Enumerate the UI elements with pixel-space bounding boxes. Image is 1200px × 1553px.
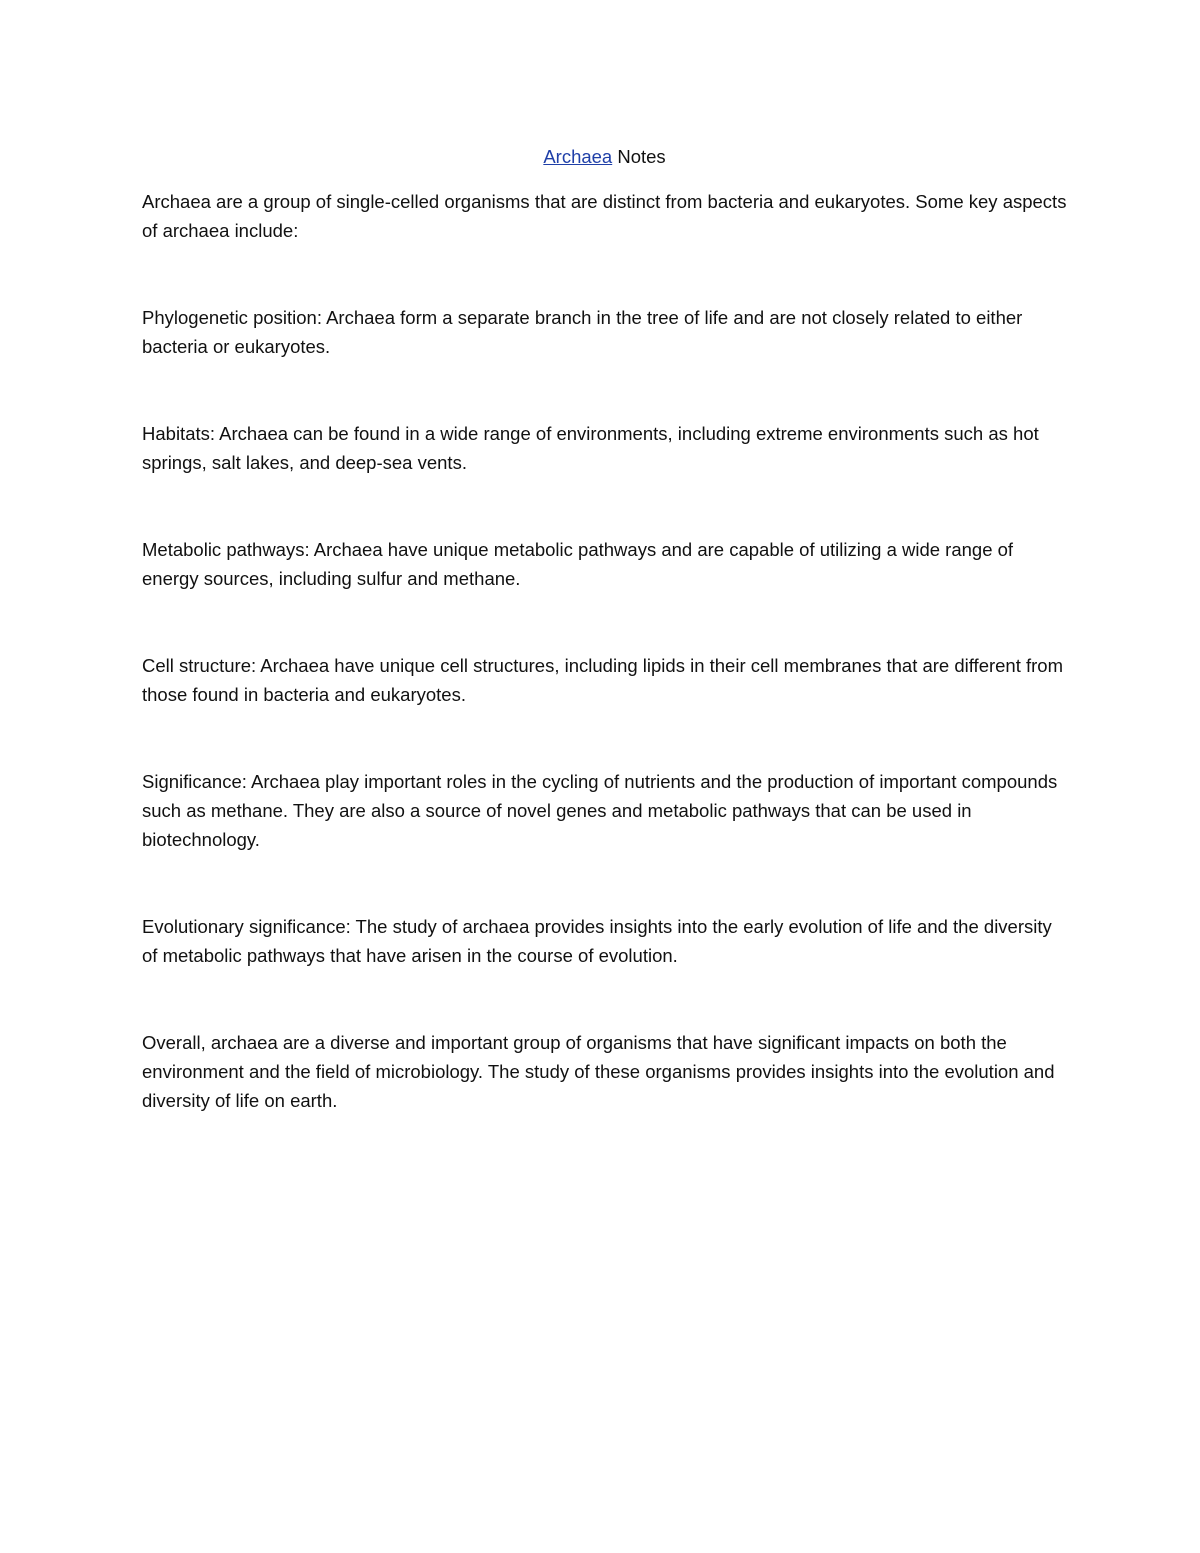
document-body bbox=[142, 142, 1067, 1173]
paragraph-evolutionary-significance: Evolutionary significance: The study of archaea provides insights into the early evolution of life and the diversity of metabolic pathways that have arisen in the course of evolution. bbox=[142, 916, 1052, 966]
paragraph-metabolic-pathways: Metabolic pathways: Archaea have unique metabolic pathways and are capable of utilizing a wide range of energy sources, including sulfur and methane. bbox=[142, 539, 1014, 589]
paragraph-phylogenetic-position: Phylogenetic position: Archaea form a separate branch in the tree of life and are not closely related to either bacteria or eukaryotes. bbox=[142, 307, 1023, 357]
paragraph-habitats: Habitats: Archaea can be found in a wide range of environments, including extreme environments such as hot springs, salt lakes, and deep-sea vents. bbox=[142, 423, 1039, 473]
paragraph-cell-structure: Cell structure: Archaea have unique cell structures, including lipids in their cell membranes that are different from those found in bacteria and eukaryotes. bbox=[142, 655, 1063, 705]
title-link-archaea[interactable]: Archaea bbox=[543, 146, 613, 167]
title-text: Notes bbox=[612, 146, 666, 167]
paragraph-significance: Significance: Archaea play important roles in the cycling of nutrients and the production of important compounds such as methane. They are also a source of novel genes and metabolic pathways that can be used in biotechnology. bbox=[142, 771, 1058, 850]
intro-paragraph: Archaea are a group of single-celled organisms that are distinct from bacteria and eukaryotes. Some key aspects of archaea include: bbox=[142, 191, 1067, 241]
paragraph-overall: Overall, archaea are a diverse and important group of organisms that have significant impacts on both the environment and the field of microbiology. The study of these organisms provides insights into the evolution and diversity of life on earth. bbox=[142, 1032, 1055, 1111]
page-title bbox=[142, 142, 1067, 171]
